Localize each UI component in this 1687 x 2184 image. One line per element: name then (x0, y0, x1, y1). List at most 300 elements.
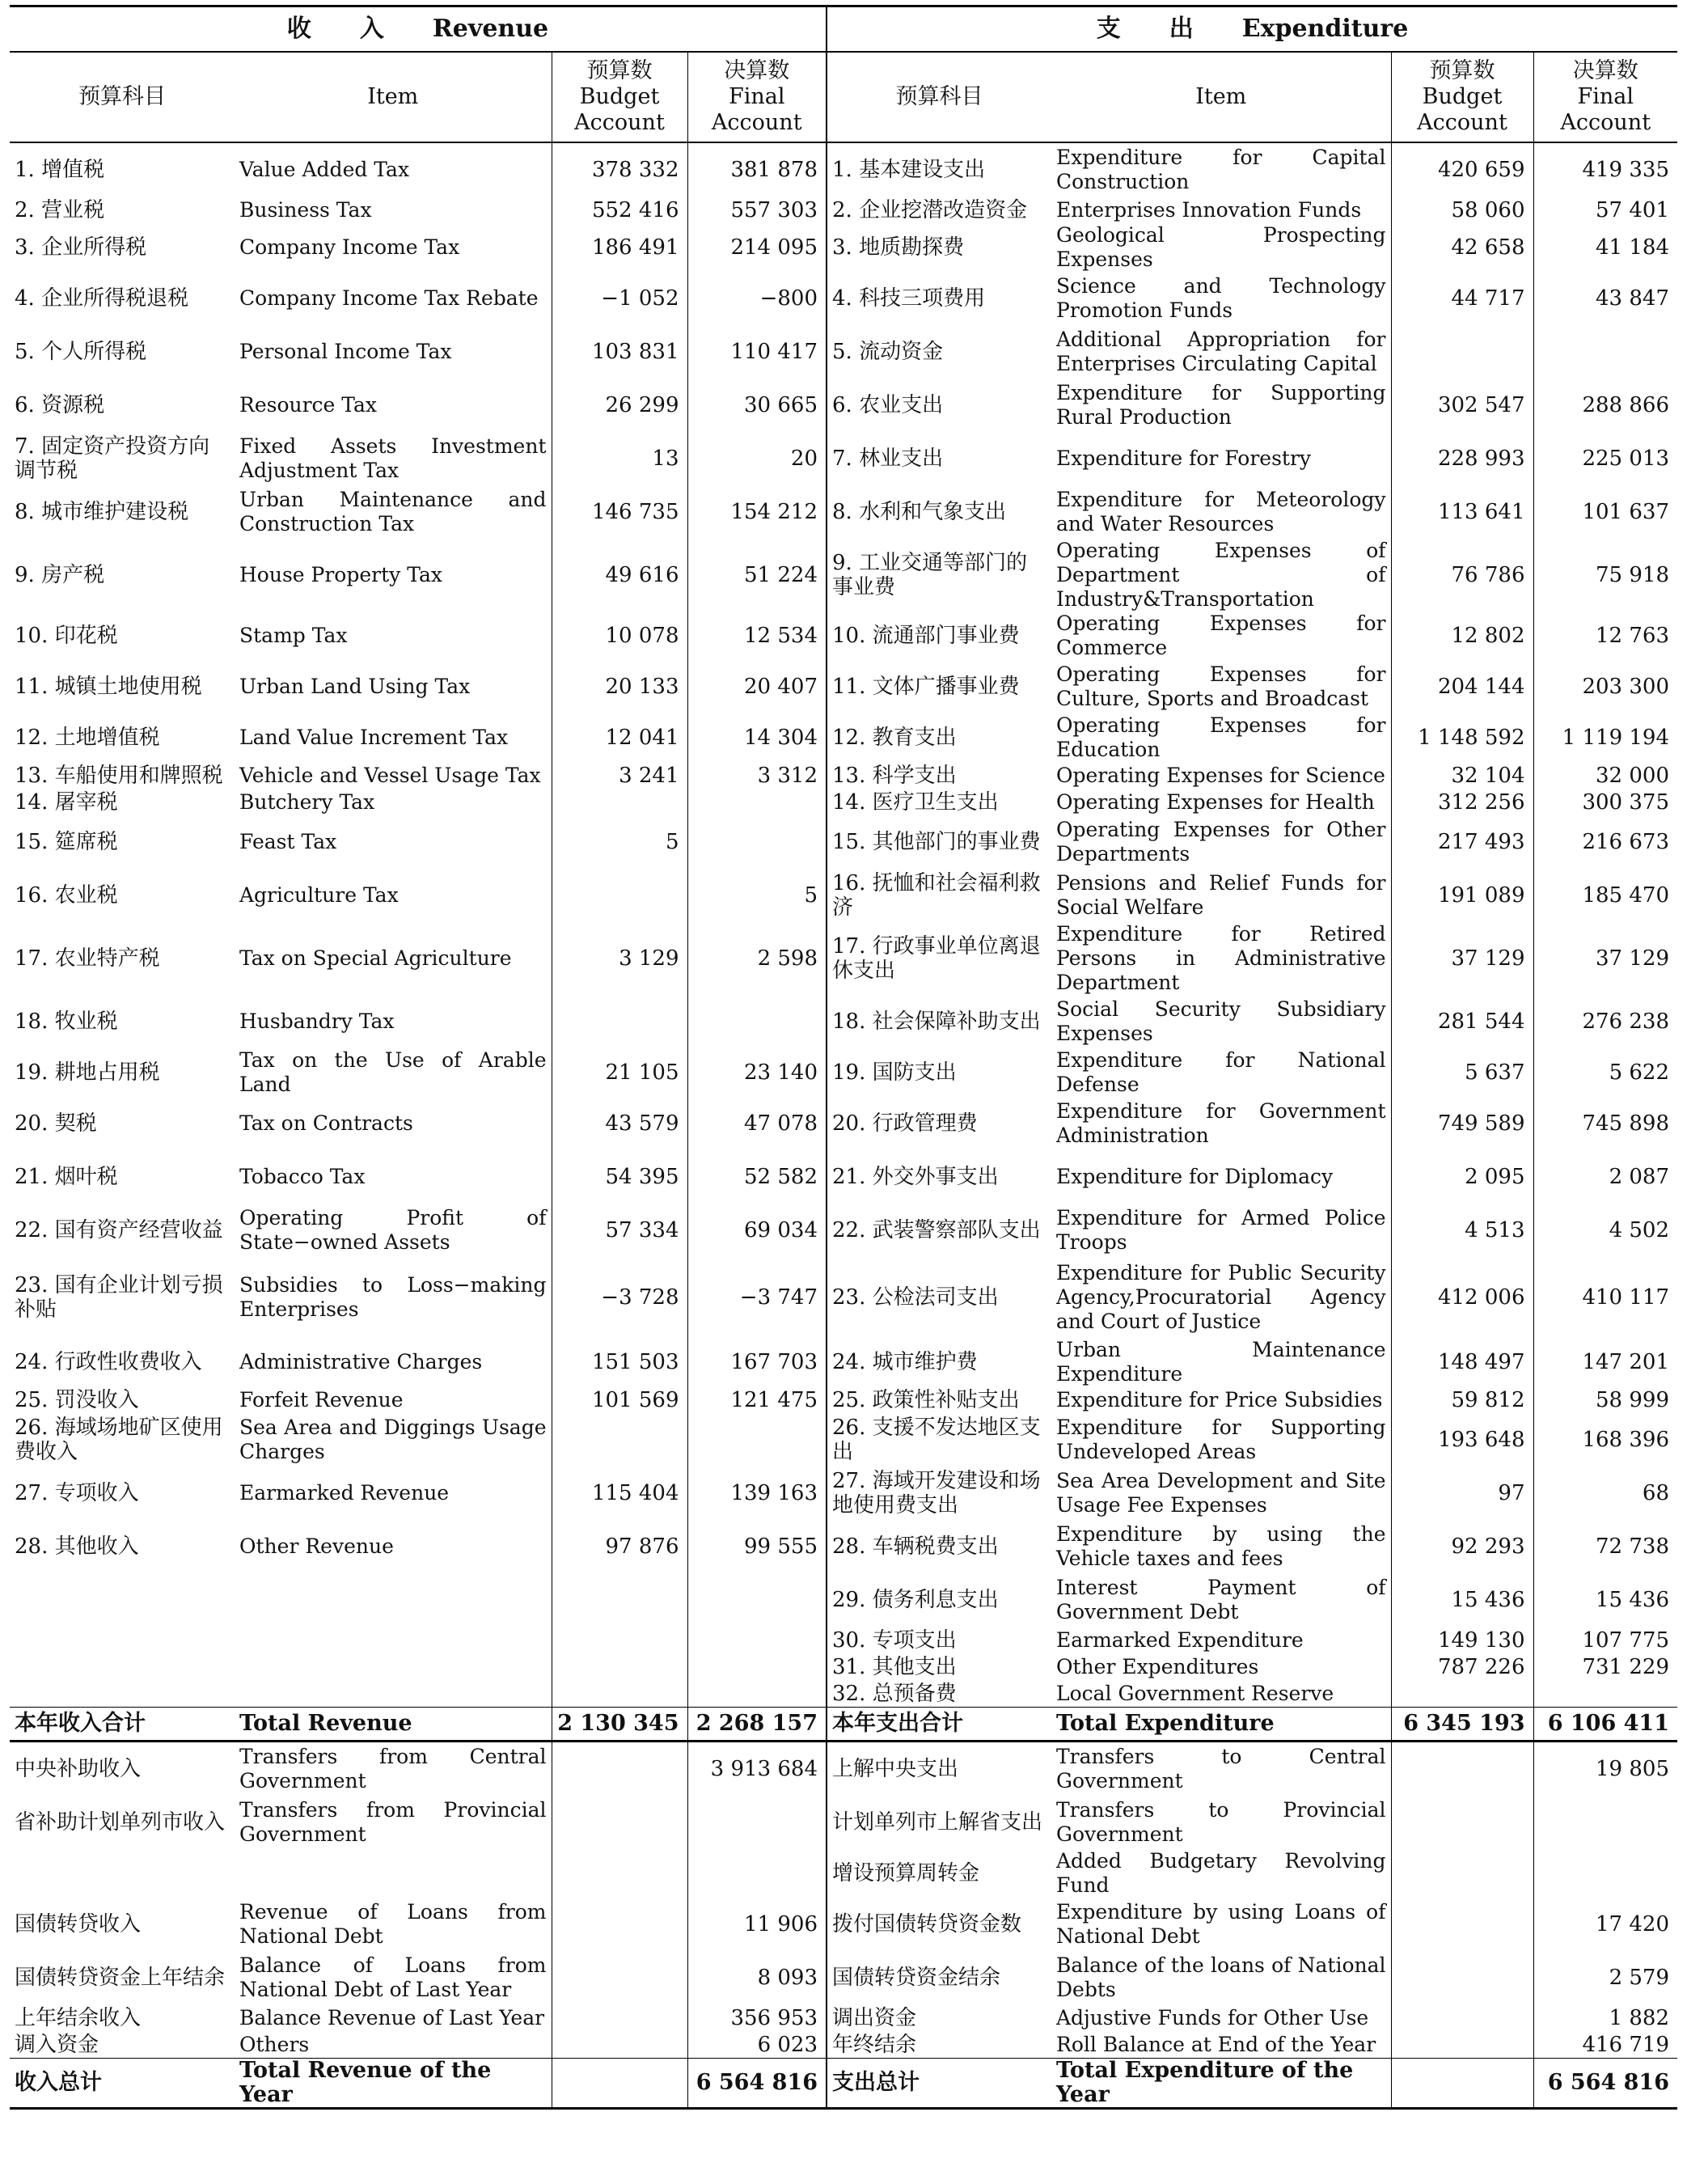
transfer-expenditure-final: 17 420 (1533, 1898, 1677, 1951)
expenditure-budget: 420 659 (1391, 142, 1533, 197)
expenditure-item-en: Expenditure for Price Subsidies (1056, 1387, 1383, 1412)
revenue-final: 121 475 (687, 1386, 827, 1413)
expenditure-item-en: Expenditure for Government Administration (1056, 1099, 1386, 1147)
grand-revenue-cn: 收入总计 (10, 2059, 235, 2109)
revenue-item-en: Company Income Tax Rebate (239, 286, 539, 310)
expenditure-item-en: Expenditure by using the Vehicle taxes and fees (1056, 1522, 1386, 1570)
revenue-item-cn: 10. 印花税 (15, 624, 118, 648)
revenue-item-en: Sea Area and Diggings Usage Charges (239, 1416, 547, 1463)
revenue-final (687, 1573, 827, 1627)
expenditure-item-en: Expenditure for Armed Police Troops (1056, 1206, 1386, 1254)
revenue-final: 12 534 (687, 612, 827, 660)
revenue-item-en: Butchery Tax (239, 789, 375, 814)
expenditure-item-cn: 22. 武装警察部队支出 (827, 1204, 1051, 1257)
total-revenue-cn: 本年收入合计 (10, 1708, 235, 1742)
expenditure-budget: 204 144 (1391, 660, 1533, 713)
total-revenue-final: 2 268 157 (687, 1708, 827, 1742)
table-row (10, 1413, 1677, 1467)
table-row (10, 1150, 1677, 1204)
expenditure-final: 68 (1533, 1467, 1677, 1520)
expenditure-item-cn: 19. 国防支出 (827, 1048, 1051, 1097)
expenditure-budget: 32 104 (1391, 762, 1533, 789)
transfer-expenditure-budget (1391, 1951, 1533, 2004)
transfer-row (10, 1796, 1677, 1849)
revenue-item-en (235, 1573, 552, 1627)
revenue-final: 5 (687, 869, 827, 922)
revenue-item-en: Personal Income Tax (239, 340, 452, 363)
col-final: 决算数 Final Account (687, 52, 827, 142)
transfer-revenue-cn: 国债转贷资金上年结余 (15, 1966, 226, 1990)
transfer-expenditure-final: 1 882 (1533, 2004, 1677, 2031)
expenditure-item-cn: 11. 文体广播事业费 (827, 660, 1051, 713)
revenue-section-title (10, 6, 827, 53)
revenue-item-cn (10, 1653, 235, 1680)
col-item-en: Item (235, 52, 552, 142)
expenditure-item-cn: 14. 医疗卫生支出 (827, 789, 1051, 815)
expenditure-final: 276 238 (1533, 995, 1677, 1048)
revenue-item-en: Subsidies to Loss−making Enterprises (239, 1273, 547, 1321)
revenue-item-cn: 22. 国有资产经营收益 (15, 1218, 223, 1242)
transfer-revenue-final: 6 023 (687, 2031, 827, 2059)
transfer-rows (10, 1742, 1677, 2059)
total-expenditure-budget: 6 345 193 (1391, 1708, 1533, 1742)
transfer-revenue-en (235, 1849, 552, 1898)
expenditure-budget: 228 993 (1391, 432, 1533, 485)
expenditure-item-en: Operating Expenses of Department of Industry&Transportation (1056, 539, 1386, 611)
expenditure-item-en: Expenditure for Diplomacy (1056, 1165, 1334, 1188)
revenue-final: 154 212 (687, 485, 827, 539)
expenditure-section-title (827, 6, 1677, 53)
transfer-revenue-en: Transfers from Central Government (239, 1745, 547, 1792)
revenue-budget: 43 579 (552, 1097, 687, 1150)
budget-table-page (10, 5, 1677, 2110)
transfer-expenditure-cn: 拨付国债转贷资金数 (827, 1898, 1051, 1951)
transfer-row (10, 1898, 1677, 1951)
revenue-item-cn: 27. 专项收入 (15, 1481, 139, 1505)
table-row (10, 197, 1677, 223)
revenue-budget: 115 404 (552, 1467, 687, 1520)
revenue-budget (552, 1627, 687, 1653)
revenue-final: 214 095 (687, 223, 827, 272)
revenue-item-cn: 9. 房产税 (15, 563, 105, 587)
transfer-revenue-cn: 上年结余收入 (15, 2005, 142, 2030)
expenditure-final: 1 119 194 (1533, 713, 1677, 762)
revenue-final: 51 224 (687, 539, 827, 612)
expenditure-item-cn: 27. 海域开发建设和场地使用费支出 (827, 1467, 1051, 1520)
expenditure-final: 2 087 (1533, 1150, 1677, 1204)
transfer-revenue-budget (552, 1898, 687, 1951)
expenditure-item-en: Expenditure for National Defense (1056, 1048, 1386, 1096)
revenue-budget: −1 052 (552, 272, 687, 325)
expenditure-title-cn: 支 出 (1096, 15, 1194, 43)
transfer-revenue-en: Balance of Loans from National Debt of Last Year (239, 1953, 547, 2001)
revenue-title-cn: 收 入 (286, 15, 384, 43)
expenditure-item-en: Additional Appropriation for Enterprises Circulating Capital (1056, 328, 1386, 375)
transfer-expenditure-budget (1391, 2031, 1533, 2059)
grand-revenue-en: Total Revenue of the Year (235, 2059, 552, 2109)
expenditure-item-en: Earmarked Expenditure (1056, 1627, 1304, 1652)
expenditure-final: 168 396 (1533, 1413, 1677, 1467)
table-row (10, 1653, 1677, 1680)
expenditure-item-cn: 16. 抚恤和社会福利救济 (827, 869, 1051, 922)
table-row (10, 1573, 1677, 1627)
expenditure-item-cn: 17. 行政事业单位离退休支出 (827, 922, 1051, 995)
revenue-budget: −3 728 (552, 1257, 687, 1338)
revenue-budget: 101 569 (552, 1386, 687, 1413)
revenue-final: 69 034 (687, 1204, 827, 1257)
transfer-revenue-cn: 中央补助收入 (15, 1757, 142, 1781)
expenditure-item-cn: 23. 公检法司支出 (827, 1257, 1051, 1338)
revenue-item-cn: 16. 农业税 (15, 883, 118, 908)
expenditure-item-en: Interest Payment of Government Debt (1056, 1576, 1386, 1623)
expenditure-final: 72 738 (1533, 1520, 1677, 1573)
table-row (10, 1467, 1677, 1520)
revenue-budget: 378 332 (552, 142, 687, 197)
table-row (10, 142, 1677, 197)
table-row (10, 1520, 1677, 1573)
expenditure-item-cn: 21. 外交外事支出 (827, 1150, 1051, 1204)
revenue-budget: 57 334 (552, 1204, 687, 1257)
totals-body (10, 1708, 1677, 1742)
expenditure-item-en: Other Expenditures (1056, 1654, 1259, 1678)
transfer-expenditure-cn: 年终结余 (827, 2031, 1051, 2059)
revenue-item-cn: 19. 耕地占用税 (15, 1060, 160, 1085)
revenue-budget (552, 1653, 687, 1680)
transfer-revenue-en: Balance Revenue of Last Year (239, 2005, 545, 2030)
expenditure-item-cn: 10. 流通部门事业费 (827, 612, 1051, 660)
col-budget-exp: 预算数 Budget Account (1391, 52, 1533, 142)
expenditure-item-cn: 28. 车辆税费支出 (827, 1520, 1051, 1573)
revenue-item-en: Agriculture Tax (239, 883, 399, 907)
transfer-expenditure-en: Added Budgetary Revolving Fund (1056, 1849, 1386, 1897)
grand-expenditure-cn: 支出总计 (827, 2059, 1051, 2109)
table-row (10, 1680, 1677, 1708)
revenue-budget: 5 (552, 815, 687, 869)
grand-expenditure-en: Total Expenditure of the Year (1051, 2059, 1391, 2109)
revenue-final: 99 555 (687, 1520, 827, 1573)
revenue-item-en: Feast Tax (239, 830, 337, 853)
expenditure-item-en: Expenditure for Capital Construction (1056, 146, 1386, 193)
expenditure-final: 15 436 (1533, 1573, 1677, 1627)
expenditure-final: 185 470 (1533, 869, 1677, 922)
revenue-item-cn: 1. 增值税 (15, 158, 105, 182)
revenue-final (687, 1627, 827, 1653)
revenue-item-cn: 18. 牧业税 (15, 1009, 118, 1034)
expenditure-budget: 749 589 (1391, 1097, 1533, 1150)
revenue-item-cn: 24. 行政性收费收入 (15, 1350, 202, 1374)
expenditure-item-en: Enterprises Innovation Funds (1056, 197, 1362, 222)
expenditure-final: 203 300 (1533, 660, 1677, 713)
revenue-item-en: Stamp Tax (239, 624, 348, 647)
expenditure-final: 37 129 (1533, 922, 1677, 995)
revenue-budget: 3 129 (552, 922, 687, 995)
revenue-item-en: Urban Maintenance and Construction Tax (239, 488, 547, 535)
transfer-revenue-en: Revenue of Loans from National Debt (239, 1900, 547, 1948)
revenue-item-en: Husbandry Tax (239, 1009, 395, 1033)
revenue-item-cn: 11. 城镇土地使用税 (15, 675, 202, 699)
revenue-item-en: Administrative Charges (239, 1350, 483, 1373)
expenditure-budget: 97 (1391, 1467, 1533, 1520)
transfer-expenditure-budget (1391, 1796, 1533, 1849)
revenue-item-en: Value Added Tax (239, 158, 410, 181)
revenue-item-cn: 6. 资源税 (15, 393, 105, 417)
revenue-final (687, 789, 827, 815)
expenditure-item-en: Operating Expenses for Education (1056, 713, 1386, 761)
revenue-title-en: Revenue (432, 15, 549, 43)
transfer-revenue-final: 8 093 (687, 1951, 827, 2004)
transfer-row (10, 1849, 1677, 1898)
expenditure-item-en: Operating Expenses for Commerce (1056, 612, 1386, 659)
expenditure-budget: 412 006 (1391, 1257, 1533, 1338)
section-header-row (10, 6, 1677, 53)
revenue-final: 3 312 (687, 762, 827, 789)
expenditure-item-cn: 15. 其他部门的事业费 (827, 815, 1051, 869)
revenue-final: −3 747 (687, 1257, 827, 1338)
expenditure-budget: 42 658 (1391, 223, 1533, 272)
transfer-revenue-cn (10, 1849, 235, 1898)
revenue-item-en: Tax on the Use of Arable Land (239, 1048, 547, 1096)
transfer-expenditure-budget (1391, 2004, 1533, 2031)
transfer-revenue-en: Transfers from Provincial Government (239, 1798, 547, 1846)
transfer-revenue-budget (552, 2004, 687, 2031)
revenue-item-en: Earmarked Revenue (239, 1481, 450, 1505)
expenditure-item-cn: 9. 工业交通等部门的事业费 (827, 539, 1051, 612)
transfer-expenditure-cn: 调出资金 (827, 2004, 1051, 2031)
revenue-final (687, 1680, 827, 1708)
expenditure-final (1533, 1680, 1677, 1708)
revenue-item-cn: 17. 农业特产税 (15, 946, 160, 971)
transfer-revenue-cn: 调入资金 (15, 2032, 99, 2057)
expenditure-final: 147 201 (1533, 1338, 1677, 1386)
expenditure-item-en: Operating Expenses for Culture, Sports and Broadcast (1056, 662, 1386, 710)
revenue-final (687, 1653, 827, 1680)
revenue-item-cn: 13. 车船使用和牌照税 (15, 763, 223, 788)
transfer-expenditure-en: Transfers to Provincial Government (1056, 1798, 1386, 1846)
revenue-item-cn: 12. 土地增值税 (15, 726, 160, 750)
total-expenditure-en: Total Expenditure (1051, 1708, 1391, 1742)
table-row (10, 223, 1677, 272)
revenue-item-en: Tax on Special Agriculture (239, 946, 512, 970)
total-expenditure-cn: 本年支出合计 (827, 1708, 1051, 1742)
revenue-final: 381 878 (687, 142, 827, 197)
revenue-final: 20 407 (687, 660, 827, 713)
expenditure-item-cn: 25. 政策性补贴支出 (827, 1386, 1051, 1413)
table-row (10, 432, 1677, 485)
revenue-budget (552, 1573, 687, 1627)
expenditure-budget (1391, 1680, 1533, 1708)
revenue-item-cn: 14. 屠宰税 (15, 789, 118, 815)
transfer-row (10, 2004, 1677, 2031)
revenue-final: 52 582 (687, 1150, 827, 1204)
transfer-expenditure-en: Adjustive Funds for Other Use (1056, 2005, 1369, 2030)
transfer-revenue-cn: 国债转贷收入 (15, 1912, 142, 1936)
expenditure-budget: 787 226 (1391, 1653, 1533, 1680)
revenue-budget: 13 (552, 432, 687, 485)
expenditure-item-en: Expenditure for Retired Persons in Administrative Department (1056, 922, 1386, 994)
expenditure-budget: 37 129 (1391, 922, 1533, 995)
revenue-final (687, 815, 827, 869)
expenditure-budget: 148 497 (1391, 1338, 1533, 1386)
expenditure-final: 410 117 (1533, 1257, 1677, 1338)
revenue-final: 30 665 (687, 379, 827, 432)
table-row (10, 995, 1677, 1048)
expenditure-title-en: Expenditure (1241, 15, 1409, 43)
column-header-row (10, 52, 1677, 142)
transfer-expenditure-cn: 计划单列市上解省支出 (827, 1796, 1051, 1849)
table-row (10, 379, 1677, 432)
expenditure-final: 41 184 (1533, 223, 1677, 272)
transfer-revenue-final: 356 953 (687, 2004, 827, 2031)
table-row (10, 1627, 1677, 1653)
transfer-expenditure-en: Expenditure by using Loans of National Debt (1056, 1900, 1386, 1948)
revenue-item-en: Resource Tax (239, 393, 378, 417)
table-row (10, 713, 1677, 762)
expenditure-final: 731 229 (1533, 1653, 1677, 1680)
expenditure-item-en: Expenditure for Public Security Agency,Procuratorial Agency and Court of Justice (1056, 1261, 1386, 1333)
col-item-en-exp: Item (1051, 52, 1391, 142)
revenue-item-en: Forfeit Revenue (239, 1387, 404, 1412)
transfer-revenue-budget (552, 1849, 687, 1898)
expenditure-item-cn: 3. 地质勘探费 (827, 223, 1051, 272)
grand-revenue-budget (552, 2059, 687, 2109)
expenditure-final: 75 918 (1533, 539, 1677, 612)
expenditure-budget: 12 802 (1391, 612, 1533, 660)
expenditure-item-en: Science and Technology Promotion Funds (1056, 274, 1386, 322)
table-row (10, 869, 1677, 922)
expenditure-item-cn: 31. 其他支出 (827, 1653, 1051, 1680)
revenue-final: −800 (687, 272, 827, 325)
revenue-item-cn: 21. 烟叶税 (15, 1165, 118, 1189)
revenue-item-en (235, 1653, 552, 1680)
revenue-item-cn: 25. 罚没收入 (15, 1387, 139, 1412)
expenditure-final: 419 335 (1533, 142, 1677, 197)
revenue-item-cn: 23. 国有企业计划亏损补贴 (15, 1273, 223, 1322)
revenue-item-en: Land Value Increment Tax (239, 726, 509, 749)
expenditure-item-cn: 32. 总预备费 (827, 1680, 1051, 1708)
table-row (10, 1257, 1677, 1338)
revenue-budget: 103 831 (552, 325, 687, 379)
transfer-expenditure-final: 19 805 (1533, 1742, 1677, 1797)
expenditure-item-cn: 13. 科学支出 (827, 762, 1051, 789)
table-row (10, 1048, 1677, 1097)
transfer-expenditure-budget (1391, 1742, 1533, 1797)
transfer-revenue-cn: 省补助计划单列市收入 (15, 1810, 226, 1835)
expenditure-item-en: Operating Expenses for Health (1056, 789, 1375, 814)
expenditure-final: 58 999 (1533, 1386, 1677, 1413)
grand-total-body (10, 2059, 1677, 2109)
expenditure-final (1533, 325, 1677, 379)
expenditure-item-en: Expenditure for Forestry (1056, 447, 1312, 470)
grand-revenue-final: 6 564 816 (687, 2059, 827, 2109)
table-row (10, 660, 1677, 713)
budget-rows (10, 142, 1677, 1708)
expenditure-budget: 149 130 (1391, 1627, 1533, 1653)
revenue-item-cn: 15. 筵席税 (15, 830, 118, 854)
expenditure-item-en: Geological Prospecting Expenses (1056, 223, 1386, 271)
transfer-revenue-final: 3 913 684 (687, 1742, 827, 1797)
expenditure-final: 32 000 (1533, 762, 1677, 789)
transfer-expenditure-budget (1391, 1849, 1533, 1898)
col-budget: 预算数 Budget Account (552, 52, 687, 142)
expenditure-item-cn: 6. 农业支出 (827, 379, 1051, 432)
transfer-row (10, 2031, 1677, 2059)
expenditure-item-en: Expenditure for Supporting Rural Production (1056, 381, 1386, 429)
expenditure-final: 300 375 (1533, 789, 1677, 815)
expenditure-final: 107 775 (1533, 1627, 1677, 1653)
transfer-revenue-final (687, 1796, 827, 1849)
table-row (10, 485, 1677, 539)
transfer-expenditure-final (1533, 1796, 1677, 1849)
grand-total-row (10, 2059, 1677, 2109)
transfer-revenue-final (687, 1849, 827, 1898)
expenditure-budget: 5 637 (1391, 1048, 1533, 1097)
expenditure-item-cn: 26. 支援不发达地区支出 (827, 1413, 1051, 1467)
revenue-final: 14 304 (687, 713, 827, 762)
revenue-final: 110 417 (687, 325, 827, 379)
grand-expenditure-final: 6 564 816 (1533, 2059, 1677, 2109)
revenue-item-en: Urban Land Using Tax (239, 675, 471, 698)
table-row (10, 762, 1677, 789)
expenditure-item-en: Operating Expenses for Science (1056, 763, 1385, 787)
table-row (10, 612, 1677, 660)
expenditure-budget: 217 493 (1391, 815, 1533, 869)
revenue-item-cn: 28. 其他收入 (15, 1534, 139, 1559)
expenditure-budget (1391, 325, 1533, 379)
expenditure-budget: 1 148 592 (1391, 713, 1533, 762)
revenue-item-cn: 7. 固定资产投资方向调节税 (15, 434, 210, 483)
transfer-expenditure-final: 2 579 (1533, 1951, 1677, 2004)
expenditure-budget: 191 089 (1391, 869, 1533, 922)
expenditure-budget: 312 256 (1391, 789, 1533, 815)
table-row (10, 1097, 1677, 1150)
expenditure-budget: 113 641 (1391, 485, 1533, 539)
revenue-item-cn: 2. 营业税 (15, 197, 105, 222)
revenue-final: 20 (687, 432, 827, 485)
expenditure-item-en: Operating Expenses for Other Departments (1056, 818, 1386, 866)
revenue-item-en: Company Income Tax (239, 235, 460, 259)
total-revenue-en: Total Revenue (235, 1708, 552, 1742)
expenditure-final: 101 637 (1533, 485, 1677, 539)
expenditure-item-cn: 30. 专项支出 (827, 1627, 1051, 1653)
transfer-revenue-final: 11 906 (687, 1898, 827, 1951)
revenue-item-cn (10, 1627, 235, 1653)
expenditure-budget: 302 547 (1391, 379, 1533, 432)
table-row (10, 1386, 1677, 1413)
revenue-item-cn: 3. 企业所得税 (15, 235, 147, 260)
revenue-budget: 54 395 (552, 1150, 687, 1204)
revenue-final: 557 303 (687, 197, 827, 223)
revenue-final: 167 703 (687, 1338, 827, 1386)
revenue-final: 47 078 (687, 1097, 827, 1150)
table-row (10, 1338, 1677, 1386)
transfer-revenue-en: Others (239, 2032, 310, 2056)
revenue-final (687, 1413, 827, 1467)
revenue-item-en: Tobacco Tax (239, 1165, 366, 1188)
revenue-final: 23 140 (687, 1048, 827, 1097)
revenue-item-en: Business Tax (239, 197, 372, 222)
total-row (10, 1708, 1677, 1742)
table-row (10, 539, 1677, 612)
table-row (10, 789, 1677, 815)
expenditure-item-cn: 18. 社会保障补助支出 (827, 995, 1051, 1048)
expenditure-budget: 76 786 (1391, 539, 1533, 612)
expenditure-budget: 92 293 (1391, 1520, 1533, 1573)
transfer-revenue-budget (552, 1742, 687, 1797)
budget-table (10, 5, 1677, 2110)
revenue-item-en (235, 1680, 552, 1708)
expenditure-item-cn: 20. 行政管理费 (827, 1097, 1051, 1150)
expenditure-final: 745 898 (1533, 1097, 1677, 1150)
